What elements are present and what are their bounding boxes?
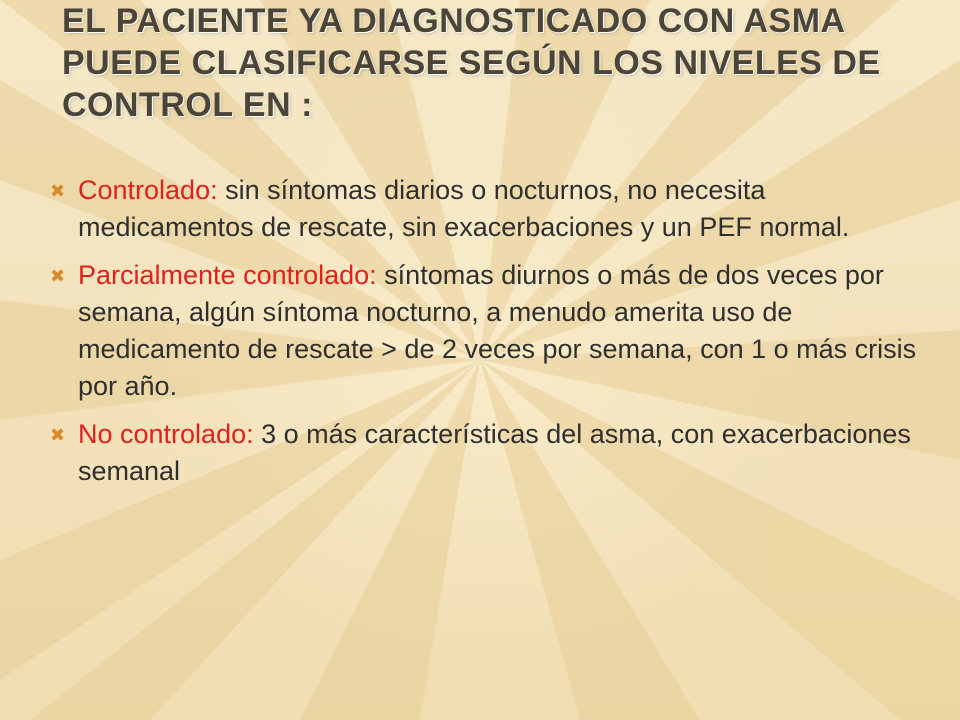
bullet-list — [46, 172, 926, 501]
bullet-term: Parcialmente controlado: — [78, 260, 377, 290]
bullet-item-no-controlado — [46, 416, 926, 490]
bullet-item-parcialmente-controlado — [46, 257, 926, 405]
bullet-term: No controlado: — [78, 419, 254, 449]
x-mark-icon: ✖ — [50, 181, 66, 201]
bullet-text: 3 o más características del asma, con exacerbaciones semanal — [78, 419, 911, 486]
bullet-text: síntomas diurnos o más de dos veces por semana, algún síntoma nocturno, a menudo amerita uso de medicamento de rescate > de 2 veces por semana, con 1 o más crisis por año. — [78, 260, 917, 401]
x-mark-icon: ✖ — [50, 266, 66, 286]
bullet-text: sin síntomas diarios o nocturnos, no necesita medicamentos de rescate, sin exacerbaciones y un PEF normal. — [78, 175, 850, 242]
bullet-item-controlado — [46, 172, 926, 246]
slide-title: EL PACIENTE YA DIAGNOSTICADO CON ASMA PUEDE CLASIFICARSE SEGÚN LOS NIVELES DE CONTROL EN : — [62, 2, 881, 124]
x-mark-icon: ✖ — [50, 425, 66, 445]
bullet-term: Controlado: — [78, 175, 218, 205]
